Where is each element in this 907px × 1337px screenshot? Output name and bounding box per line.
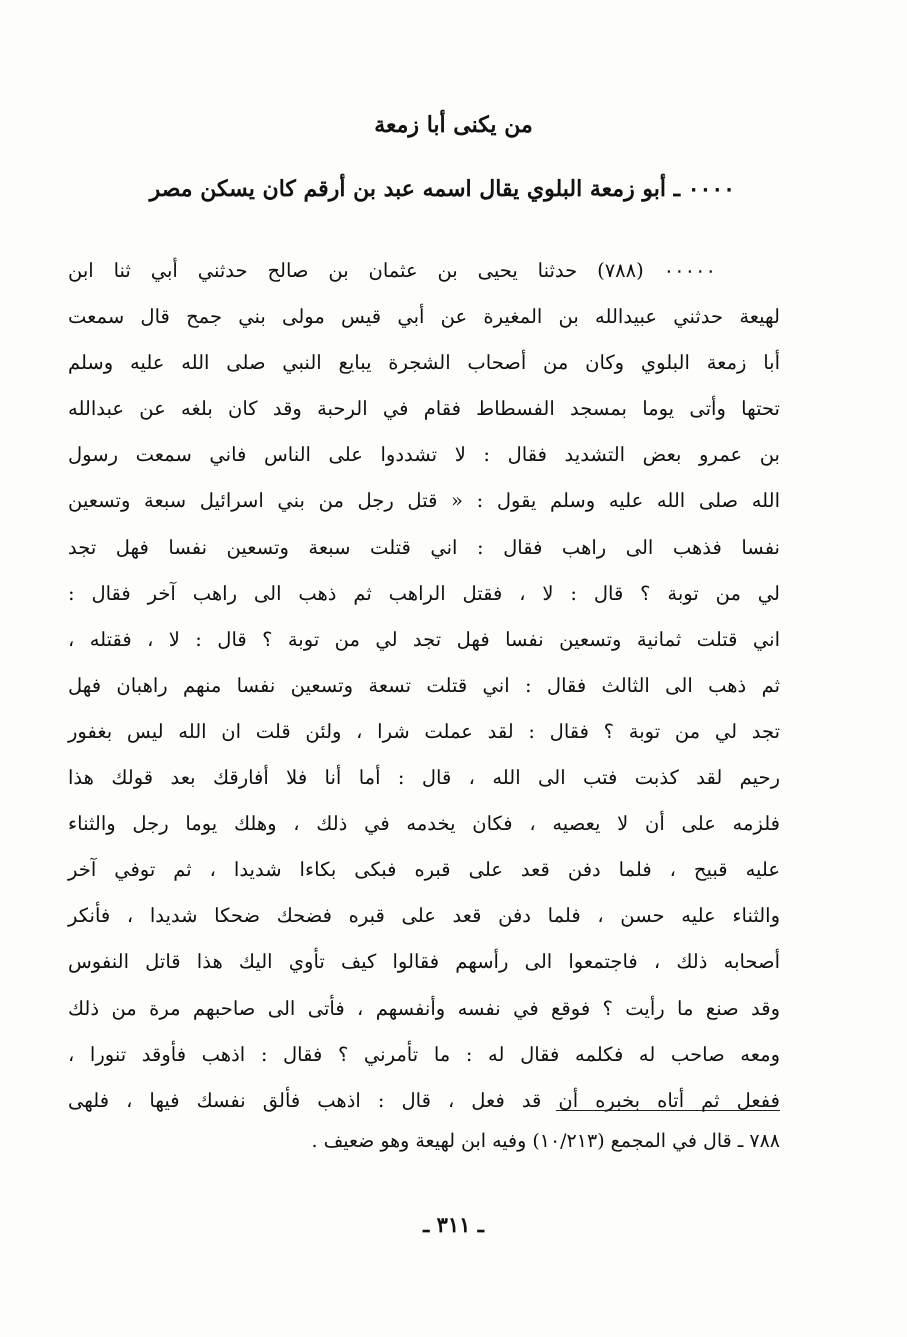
page-number: ـ ٣١١ ـ [423, 1212, 484, 1237]
text-line: الله صلى الله عليه وسلم يقول : « قتل رجل من بني اسرائيل سبعة وتسعين [68, 489, 780, 513]
text-line: بن عمرو بعض التشديد فقال : لا تشددوا على الناس فاني سمعت رسول [68, 443, 780, 467]
chapter-title: من يكنى أبا زمعة [374, 112, 533, 138]
text-line: أبا زمعة البلوي وكان من أصحاب الشجرة يبايع النبي صلى الله عليه وسلم [68, 351, 780, 375]
text-line: والثناء عليه حسن ، فلما دفن قعد على قبره فضحك ضحكا شديدا ، فأنكر [68, 904, 780, 928]
text-line: وقد صنع ما رأيت ؟ فوقع في نفسه وأنفسهم ، فأتى الى صاحبهم مرة من ذلك [68, 996, 780, 1020]
text-line: فلزمه على أن لا يعصيه ، فكان يخدمه في ذلك ، وهلك يوما رجل والثناء [68, 812, 780, 836]
text-line: رحيم لقد كذبت فتب الى الله ، قال : أما أنا فلا أفارقك بعد قولك هذا [68, 766, 780, 790]
text-line: لهيعة حدثني عبيدالله بن المغيرة عن أبي قيس مولى بني جمح قال سمعت [68, 305, 780, 329]
text-line: ففعل ثم أتاه بخبره أن قد فعل ، قال : اذهب فألق نفسك فيها ، فلهى [68, 1088, 780, 1112]
text-line: ثم ذهب الى الثالث فقال : اني قتلت تسعة وتسعين نفسا منهم راهبان فهل [68, 673, 780, 697]
body-text [68, 248, 780, 1124]
text-line: لي من توبة ؟ قال : لا ، فقتل الراهب ثم ذهب الى راهب آخر فقال : [68, 581, 780, 605]
text-line: عليه قبيح ، فلما دفن قعد على قبره فبكى بكاءا شديدا ، ثم توفي آخر [68, 858, 780, 882]
entry-heading: ٠٠٠٠ ـ أبو زمعة البلوي يقال اسمه عبد بن أرقم كان يسكن مصر [149, 176, 735, 202]
footnote-divider [556, 1110, 780, 1111]
text-line: تجد لي من توبة ؟ فقال : لقد عملت شرا ، ولئن قلت ان الله ليس بغفور [68, 719, 780, 743]
footnote: ٧٨٨ ـ قال في المجمع (١٠/٢١٣) وفيه ابن لهيعة وهو ضعيف . [311, 1130, 780, 1152]
text-line: أصحابه ذلك ، فاجتمعوا الى رأسهم فقالوا كيف تأوي اليك هذا قاتل النفوس [68, 950, 780, 974]
text-line: ومعه صاحب له فكلمه فقال له : ما تأمرني ؟ فقال : اذهب فأوقد تنورا ، [68, 1042, 780, 1066]
text-line: نفسا فذهب الى راهب فقال : اني قتلت سبعة وتسعين نفسا فهل تجد [68, 535, 780, 559]
text-line: اني قتلت ثمانية وتسعين نفسا فهل تجد لي من توبة ؟ قال : لا ، فقتله ، [68, 627, 780, 651]
text-line: ٠٠٠٠٠ (٧٨٨) حدثنا يحيى بن عثمان بن صالح حدثني أبي ثنا ابن [68, 259, 716, 282]
text-line: تحتها وأتى يوما بمسجد الفسطاط فقام في الرحبة وقد كان بلغه عن عبدالله [68, 397, 780, 421]
